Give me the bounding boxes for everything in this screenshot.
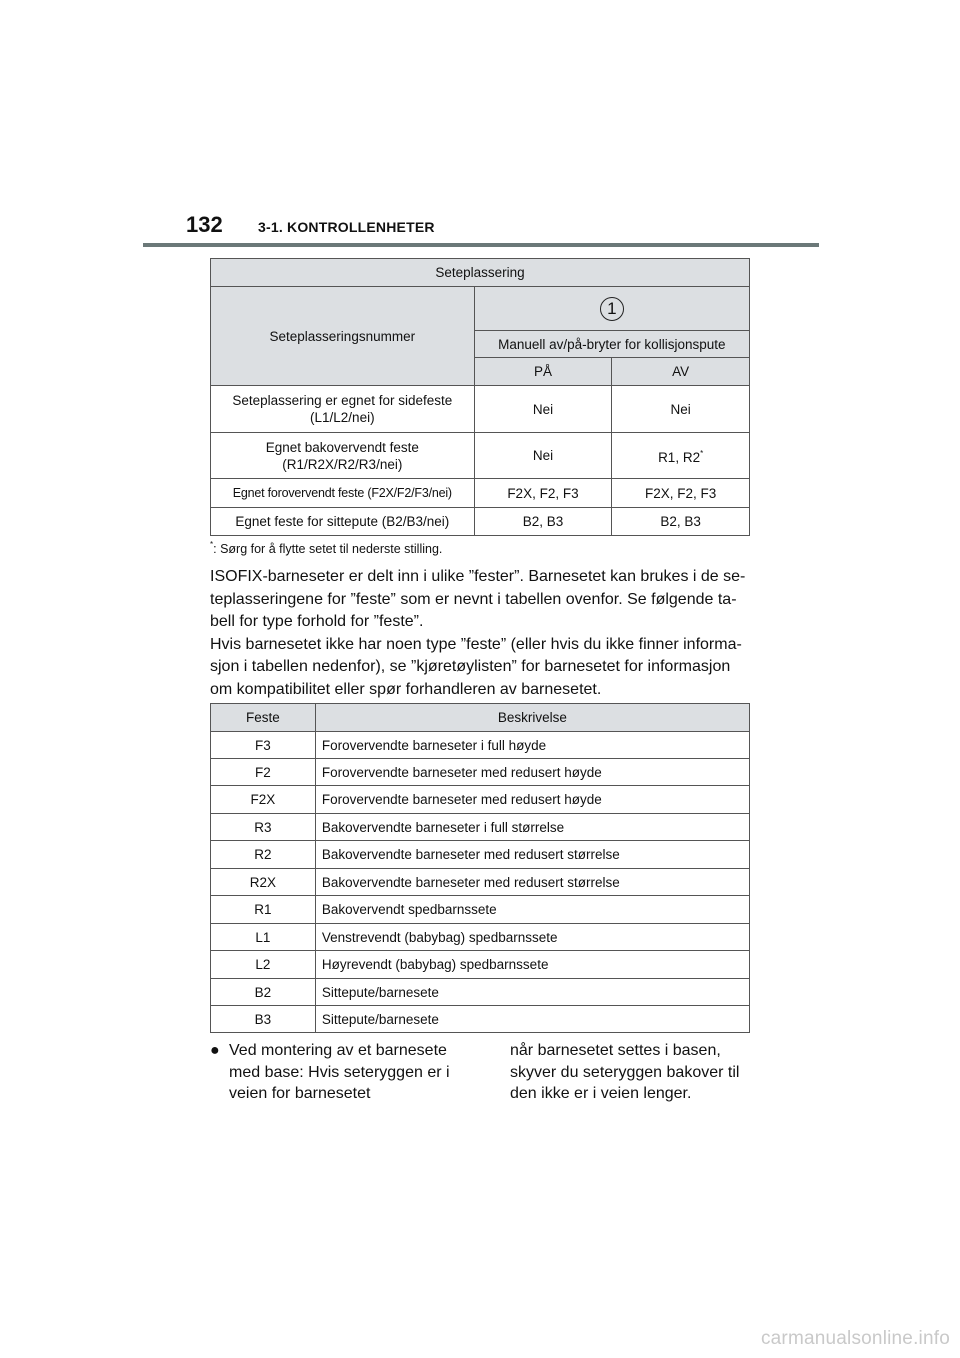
row-off-value: F2X, F2, F3 <box>612 479 750 508</box>
paragraph: Hvis barnesetet ikke har noen type ”feste” (eller hvis du ikke finner informa-sjon i tabellen nedenfor), se ”kjøretøylisten” for barnesetet for informasjon om kompatibilitet eller spør forhandleren av barnesetet. <box>210 635 742 698</box>
table-row <box>211 814 750 841</box>
feste-code: R1 <box>211 896 316 924</box>
table-row <box>211 433 750 479</box>
feste-code: R2 <box>211 841 316 869</box>
row-off-value: Nei <box>612 386 750 433</box>
table-row <box>211 786 750 814</box>
feste-description: Forovervendte barneseter i full høyde <box>315 732 749 759</box>
row-off-value: B2, B3 <box>612 508 750 536</box>
row-label-line1: Seteplassering er egnet for sidefeste <box>232 393 453 408</box>
table-row <box>211 924 750 951</box>
table-row <box>211 508 750 536</box>
bullet-text-left: Ved montering av et barnesete med base: Hvis seteryggen er i veien for barnesetet <box>229 1042 450 1102</box>
row-on-value: B2, B3 <box>474 508 612 536</box>
table-row <box>211 979 750 1006</box>
feste-code: F3 <box>211 732 316 759</box>
table-row <box>211 896 750 924</box>
page-number: 132 <box>186 212 223 237</box>
table-row <box>211 732 750 759</box>
feste-code: F2 <box>211 759 316 786</box>
seat-number-cell <box>474 287 749 331</box>
section-title: 3-1. KONTROLLENHETER <box>258 219 435 235</box>
row-on-value: F2X, F2, F3 <box>474 479 612 508</box>
description-header: Beskrivelse <box>315 704 749 732</box>
footnote-text: : Sørg for å flytte setet til nederste stilling. <box>213 542 443 556</box>
airbag-off-header: AV <box>612 358 750 386</box>
feste-description: Bakovervendte barneseter med redusert størrelse <box>315 841 749 869</box>
feste-description: Bakovervendte barneseter med redusert størrelse <box>315 869 749 896</box>
airbag-on-header: PÅ <box>474 358 612 386</box>
feste-description: Venstrevendt (babybag) spedbarnssete <box>315 924 749 951</box>
table-row <box>211 386 750 433</box>
table-row <box>211 479 750 508</box>
table-row <box>211 869 750 896</box>
feste-code: B2 <box>211 979 316 1006</box>
row-label: Egnet forovervendt feste (F2X/F2/F3/nei) <box>211 479 475 508</box>
feste-description: Bakovervendte barneseter i full størrelse <box>315 814 749 841</box>
row-label: Egnet feste for sittepute (B2/B3/nei) <box>211 508 475 536</box>
airbag-switch-header: Manuell av/på-bryter for kollisjonspute <box>474 331 749 358</box>
bullet-item <box>210 1040 465 1105</box>
feste-description: Forovervendte barneseter med redusert høyde <box>315 759 749 786</box>
bullet-text-right: når barnesetet settes i basen, skyver du seteryggen bakover til den ikke er i veien lenger. <box>510 1042 740 1102</box>
feste-code: L1 <box>211 924 316 951</box>
feste-description: Sittepute/barnesete <box>315 979 749 1006</box>
footnote-marker: * <box>210 540 214 549</box>
row-label-line2: (L1/L2/nei) <box>310 410 375 425</box>
seat-table-title: Seteplassering <box>211 259 750 287</box>
feste-code: L2 <box>211 951 316 979</box>
row-label <box>211 386 475 433</box>
feste-description: Høyrevendt (babybag) spedbarnssete <box>315 951 749 979</box>
seat-number-row-header: Seteplasseringsnummer <box>211 287 475 386</box>
table-row <box>211 951 750 979</box>
feste-code: F2X <box>211 786 316 814</box>
seat-number-badge: 1 <box>600 297 624 321</box>
table-row <box>211 1006 750 1033</box>
row-on-value: Nei <box>474 386 612 433</box>
row-on-value: Nei <box>474 433 612 479</box>
paragraph: ISOFIX-barneseter er delt inn i ulike ”fester”. Barnesetet kan brukes i de se-teplasseringene for ”feste” som er nevnt i tabellen ovenfor. Se følgende ta-bell for type forhold for ”feste”. <box>210 568 746 631</box>
row-off-text: R1, R2 <box>658 450 701 465</box>
footnote-marker: * <box>700 449 704 458</box>
feste-code: B3 <box>211 1006 316 1033</box>
seat-position-table <box>210 258 750 536</box>
row-label-line1: Egnet bakovervendt feste <box>265 439 419 455</box>
feste-code: R3 <box>211 814 316 841</box>
feste-code: R2X <box>211 869 316 896</box>
header-rule <box>143 243 819 247</box>
feste-table <box>210 703 750 1033</box>
watermark[interactable]: carmanualsonline.info <box>760 1328 950 1349</box>
table-row <box>211 841 750 869</box>
bullet-dot-icon: ● <box>210 1042 220 1059</box>
row-off-value <box>612 433 750 479</box>
footnote <box>210 540 442 556</box>
body-text <box>210 566 755 702</box>
feste-description: Bakovervendt spedbarnssete <box>315 896 749 924</box>
table-row <box>211 759 750 786</box>
feste-description: Sittepute/barnesete <box>315 1006 749 1033</box>
feste-header: Feste <box>211 704 316 732</box>
row-label <box>211 433 475 479</box>
feste-description: Forovervendte barneseter med redusert høyde <box>315 786 749 814</box>
row-label-line2: (R1/R2X/R2/R3/nei) <box>282 456 403 472</box>
